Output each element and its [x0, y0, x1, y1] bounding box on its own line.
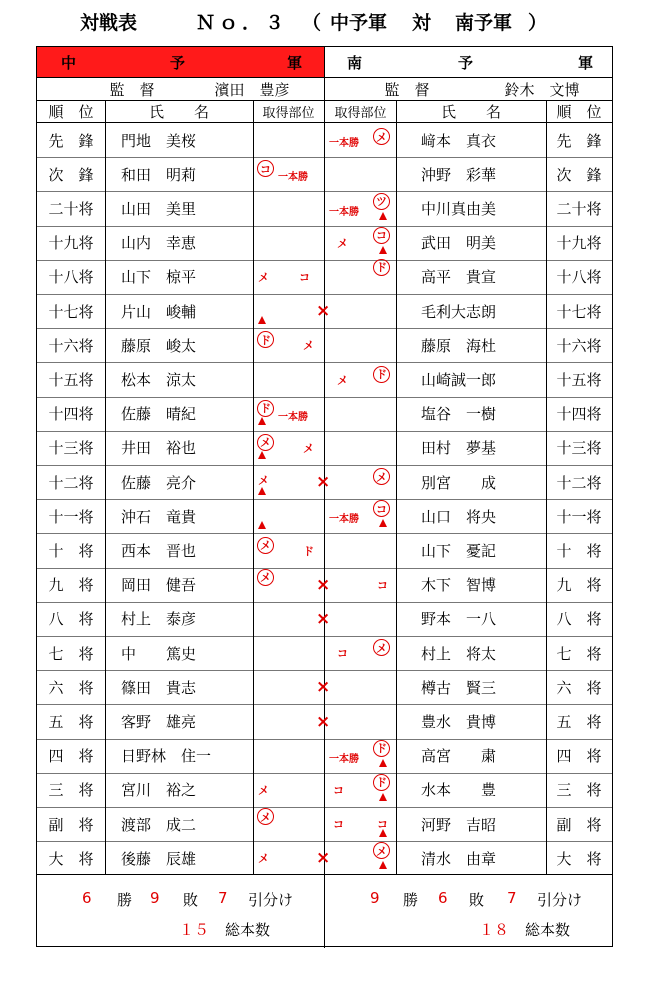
right-team-char-2: 予 [458, 54, 474, 72]
circle-mark: メ [257, 434, 274, 451]
point-mark: メ [303, 339, 314, 353]
left-team-char-2: 予 [170, 54, 186, 72]
point-mark: コ [377, 578, 388, 592]
point-mark: ド [303, 544, 314, 558]
title-label: 対戦表 [80, 12, 138, 34]
player-name-left: 岡田 健吾 [121, 576, 197, 595]
ippon-win-label: 一本勝 [329, 206, 359, 218]
rank-right: 九 将 [556, 576, 602, 595]
header-name-left: 氏 名 [148, 103, 209, 121]
rank-left: 四 将 [48, 747, 94, 766]
rank-left: 十 将 [48, 541, 94, 560]
player-name-right: 山崎誠一郎 [421, 370, 497, 389]
header-name-right: 氏 名 [440, 103, 501, 121]
team-a-title: 中予軍 [330, 12, 388, 34]
header-points-right: 取得部位 [334, 106, 387, 121]
rank-left: 先 鋒 [48, 131, 94, 150]
rank-right: 副 将 [556, 815, 602, 834]
col-line [253, 101, 254, 875]
point-mark: コ [333, 818, 344, 832]
player-name-right: 木下 智博 [421, 576, 497, 595]
circle-mark: ド [373, 774, 390, 791]
ippon-win-label: 一本勝 [329, 753, 359, 765]
rank-right: 十八将 [556, 268, 602, 287]
player-name-right: 樽古 賢三 [421, 678, 497, 697]
circle-mark: メ [257, 537, 274, 554]
paren-close: ） [528, 12, 548, 34]
player-name-left: 渡部 成二 [121, 815, 197, 834]
point-mark: コ [377, 818, 388, 832]
right-draws: 7 [507, 889, 517, 907]
rank-right: 十三将 [556, 439, 602, 458]
cross-mark: × [316, 608, 331, 629]
rank-left: 八 将 [48, 610, 94, 629]
left-total: １５ [179, 921, 210, 939]
player-name-left: 村上 泰彦 [121, 610, 197, 629]
triangle-mark [379, 759, 387, 767]
cross-mark: × [316, 301, 331, 322]
player-name-right: 清水 由章 [421, 849, 497, 868]
vs-label: 対 [412, 12, 432, 34]
circle-mark: ド [373, 259, 390, 276]
circle-mark: コ [257, 160, 274, 177]
rank-right: 十二将 [556, 473, 602, 492]
summary-divider [37, 874, 612, 875]
left-team-char-3: 軍 [287, 54, 303, 72]
rank-left: 二十将 [48, 199, 94, 218]
rank-right: 三 将 [556, 781, 602, 800]
circle-mark: ド [257, 331, 274, 348]
cross-mark: × [316, 574, 331, 595]
circle-mark: コ [373, 227, 390, 244]
circle-mark: メ [373, 128, 390, 145]
col-line [105, 101, 106, 875]
rank-right: 十五将 [556, 370, 602, 389]
circle-mark: メ [373, 468, 390, 485]
point-mark: メ [337, 236, 348, 250]
point-mark: メ [258, 783, 269, 797]
player-name-left: 佐藤 晴紀 [121, 405, 197, 424]
right-coach-name: 鈴木 文博 [504, 80, 580, 99]
left-win-label: 勝 [117, 891, 133, 909]
rank-right: 五 将 [556, 712, 602, 731]
rank-right: 十四将 [556, 405, 602, 424]
player-name-right: 高宮 粛 [421, 747, 497, 766]
rank-right: 次 鋒 [556, 165, 602, 184]
player-name-right: 別宮 成 [421, 473, 497, 492]
page-title [0, 8, 650, 38]
right-total-label: 総本数 [525, 921, 571, 939]
triangle-mark [258, 521, 266, 529]
player-name-left: 客野 雄亮 [121, 712, 197, 731]
left-draws: 7 [218, 889, 228, 907]
rank-right: 先 鋒 [556, 131, 602, 150]
rank-left: 十七将 [48, 302, 94, 321]
player-name-right: 野本 一八 [421, 610, 497, 629]
right-team-char-3: 軍 [578, 54, 594, 72]
player-name-left: 山下 椋平 [121, 268, 197, 287]
player-name-left: 篠田 貴志 [121, 678, 197, 697]
triangle-mark [379, 793, 387, 801]
right-team-char-1: 南 [347, 54, 363, 72]
rank-right: 十九将 [556, 234, 602, 253]
left-team-char-1: 中 [61, 54, 77, 72]
rank-left: 五 将 [48, 712, 94, 731]
ippon-win-label: 一本勝 [329, 514, 359, 526]
player-name-right: 豊水 貴博 [421, 712, 497, 731]
player-name-right: 山下 憂記 [421, 541, 497, 560]
triangle-mark [379, 861, 387, 869]
point-mark: コ [299, 270, 310, 284]
triangle-mark [379, 246, 387, 254]
header-rank-right: 順 位 [556, 103, 602, 121]
right-draw-label: 引分け [537, 891, 583, 909]
left-losses: 9 [150, 889, 160, 907]
rank-right: 七 将 [556, 644, 602, 663]
rank-left: 大 将 [48, 849, 94, 868]
player-name-left: 井田 裕也 [121, 439, 197, 458]
rank-left: 十四将 [48, 405, 94, 424]
rank-right: 八 将 [556, 610, 602, 629]
rank-right: 十六将 [556, 336, 602, 355]
left-total-label: 総本数 [225, 921, 271, 939]
ippon-win-label: 一本勝 [278, 411, 308, 423]
player-name-left: 藤原 峻太 [121, 336, 197, 355]
point-mark: メ [258, 474, 269, 488]
right-win-label: 勝 [403, 891, 419, 909]
rank-left: 次 鋒 [48, 165, 94, 184]
col-line [546, 101, 547, 875]
player-name-left: 中 篤史 [121, 644, 197, 663]
circle-mark: メ [257, 808, 274, 825]
triangle-mark [258, 316, 266, 324]
paren-open: （ [302, 12, 322, 34]
player-name-left: 片山 峻輔 [121, 302, 197, 321]
header-points-left: 取得部位 [262, 106, 315, 121]
player-name-left: 後藤 辰雄 [121, 849, 197, 868]
rank-left: 十二将 [48, 473, 94, 492]
triangle-mark [258, 417, 266, 425]
point-mark: コ [337, 647, 348, 661]
rank-left: 三 将 [48, 781, 94, 800]
player-name-right: 高平 貴宣 [421, 268, 497, 287]
team-b-title: 南予軍 [455, 12, 513, 34]
player-name-right: 沖野 彩華 [421, 165, 497, 184]
rank-left: 十八将 [48, 268, 94, 287]
cross-mark: × [316, 677, 331, 698]
rank-left: 七 将 [48, 644, 94, 663]
player-name-right: 中川真由美 [421, 199, 497, 218]
triangle-mark [258, 451, 266, 459]
player-name-right: 水本 豊 [421, 781, 497, 800]
player-name-right: 河野 吉昭 [421, 815, 497, 834]
rank-left: 九 将 [48, 576, 94, 595]
circle-mark: メ [373, 842, 390, 859]
right-wins: 9 [370, 889, 380, 907]
player-name-left: 日野林 住一 [121, 747, 212, 766]
cross-mark: × [316, 711, 331, 732]
player-name-right: 武田 明美 [421, 234, 497, 253]
right-team-header [325, 47, 612, 77]
left-wins: 6 [82, 889, 92, 907]
left-draw-label: 引分け [248, 891, 294, 909]
player-name-right: 山口 将央 [421, 507, 497, 526]
point-mark: メ [303, 441, 314, 455]
right-coach-label: 監 督 [384, 80, 430, 99]
match-number: Ｎｏ．３ [196, 12, 289, 34]
circle-mark: メ [373, 639, 390, 656]
rank-left: 十一将 [48, 507, 94, 526]
circle-mark: ド [257, 400, 274, 417]
player-name-left: 和田 明莉 [121, 165, 197, 184]
rank-right: 大 将 [556, 849, 602, 868]
right-loss-label: 敗 [469, 891, 485, 909]
rank-left: 十九将 [48, 234, 94, 253]
header-rank-left: 順 位 [48, 103, 94, 121]
player-name-left: 宮川 裕之 [121, 781, 197, 800]
player-name-left: 山内 幸恵 [121, 234, 197, 253]
player-name-left: 山田 美里 [121, 199, 197, 218]
point-mark: メ [258, 270, 269, 284]
left-team-header [37, 47, 324, 77]
circle-mark: ツ [373, 193, 390, 210]
rank-right: 十七将 [556, 302, 602, 321]
cross-mark: × [316, 472, 331, 493]
rank-right: 十一将 [556, 507, 602, 526]
player-name-right: 毛利大志朗 [421, 302, 497, 321]
point-mark: メ [337, 373, 348, 387]
triangle-mark [258, 487, 266, 495]
player-name-left: 沖石 竜貴 [121, 507, 197, 526]
player-name-left: 松本 涼太 [121, 370, 197, 389]
rank-right: 二十将 [556, 199, 602, 218]
cross-mark: × [316, 848, 331, 869]
col-line [396, 101, 397, 875]
circle-mark: メ [257, 569, 274, 586]
rank-left: 六 将 [48, 678, 94, 697]
point-mark: メ [258, 852, 269, 866]
right-losses: 6 [438, 889, 448, 907]
player-name-right: 塩谷 一樹 [421, 405, 497, 424]
center-divider [324, 47, 325, 948]
right-total: １８ [479, 921, 510, 939]
ippon-win-label: 一本勝 [329, 138, 359, 150]
point-mark: コ [333, 783, 344, 797]
ippon-win-label: 一本勝 [278, 172, 308, 184]
match-sheet [36, 46, 613, 947]
rank-right: 十 将 [556, 541, 602, 560]
triangle-mark [379, 212, 387, 220]
player-name-left: 西本 晋也 [121, 541, 197, 560]
triangle-mark [379, 829, 387, 837]
left-coach-label: 監 督 [109, 80, 155, 99]
player-name-right: 村上 将太 [421, 644, 497, 663]
rank-left: 十五将 [48, 370, 94, 389]
left-coach-name: 濱田 豊彦 [214, 80, 290, 99]
player-name-right: 田村 夢基 [421, 439, 497, 458]
player-name-left: 佐藤 亮介 [121, 473, 197, 492]
player-name-right: 藤原 海杜 [421, 336, 497, 355]
circle-mark: コ [373, 500, 390, 517]
player-name-right: 﨑本 真衣 [421, 131, 497, 150]
rank-left: 副 将 [48, 815, 94, 834]
rank-left: 十三将 [48, 439, 94, 458]
triangle-mark [379, 519, 387, 527]
player-name-left: 門地 美桜 [121, 131, 197, 150]
circle-mark: ド [373, 366, 390, 383]
rank-right: 四 将 [556, 747, 602, 766]
circle-mark: ド [373, 740, 390, 757]
left-loss-label: 敗 [183, 891, 199, 909]
rank-left: 十六将 [48, 336, 94, 355]
rank-right: 六 将 [556, 678, 602, 697]
